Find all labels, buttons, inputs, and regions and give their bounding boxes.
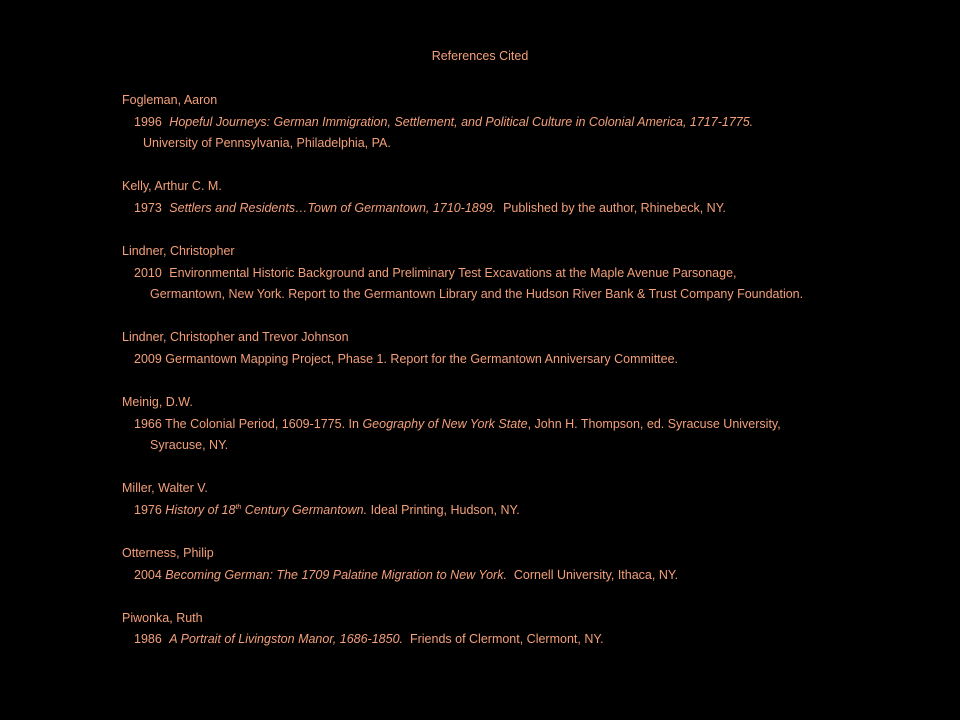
- reference-title-part: Century Germantown.: [244, 502, 368, 517]
- references-list: [122, 90, 912, 672]
- reference-entry: [122, 392, 912, 457]
- reference-text-continued: Syracuse, NY.: [150, 438, 229, 453]
- reference-year: 1996: [134, 114, 162, 129]
- reference-entry: [122, 327, 912, 370]
- reference-publisher: Friends of Clermont, Clermont, NY.: [409, 632, 604, 647]
- reference-text: Germantown Mapping Project, Phase 1. Report for the Germantown Anniversary Committee.: [165, 351, 679, 366]
- reference-citation: [122, 629, 912, 651]
- reference-entry: [122, 90, 912, 155]
- reference-title: Hopeful Journeys: German Immigration, Settlement, and Political Culture in Colonial America, 1717-1775.: [169, 114, 754, 129]
- reference-title: [165, 503, 367, 517]
- reference-year: 2004: [134, 567, 162, 582]
- reference-citation: [122, 500, 912, 522]
- reference-year: 1976: [134, 502, 162, 517]
- reference-title: Becoming German: The 1709 Palatine Migration to New York.: [165, 567, 507, 582]
- reference-author: Meinig, D.W.: [122, 394, 193, 409]
- reference-publisher: Published by the author, Rhinebeck, NY.: [503, 200, 726, 215]
- reference-entry: [122, 608, 912, 651]
- reference-title: Settlers and Residents…Town of Germantown, 1710-1899.: [169, 200, 497, 215]
- reference-entry: [122, 478, 912, 521]
- reference-citation: [122, 263, 912, 285]
- page-title: References Cited: [431, 49, 529, 63]
- reference-year: 2010: [134, 265, 162, 280]
- reference-citation: [122, 198, 912, 220]
- reference-publisher: Ideal Printing, Hudson, NY.: [370, 502, 520, 517]
- reference-year: 1986: [134, 632, 162, 647]
- reference-publisher: University of Pennsylvania, Philadelphia, PA.: [143, 136, 391, 151]
- reference-citation: [122, 414, 912, 436]
- reference-text-continued: Germantown, New York. Report to the Germantown Library and the Hudson River Bank & Trust Company Foundation.: [150, 287, 804, 302]
- reference-author: Fogleman, Aaron: [122, 93, 218, 107]
- reference-citation: [122, 565, 912, 587]
- reference-year: 1966: [134, 416, 162, 431]
- reference-entry: [122, 241, 912, 306]
- reference-entry: [122, 543, 912, 586]
- reference-entry: [122, 176, 912, 219]
- reference-author: Lindner, Christopher and Trevor Johnson: [122, 330, 349, 345]
- reference-text: The Colonial Period, 1609-1775. In: [165, 416, 359, 431]
- reference-title-superscript: th: [235, 503, 242, 511]
- reference-author: Otterness, Philip: [122, 545, 214, 560]
- reference-citation: [122, 112, 912, 134]
- reference-publisher: Cornell University, Ithaca, NY.: [513, 567, 679, 582]
- reference-author: Piwonka, Ruth: [122, 610, 203, 625]
- reference-author: Miller, Walter V.: [122, 481, 208, 496]
- reference-citation: [122, 349, 912, 371]
- reference-author: Lindner, Christopher: [122, 243, 235, 258]
- reference-title-part: History of 18: [165, 502, 236, 517]
- reference-text-after: , John H. Thompson, ed. Syracuse University,: [527, 416, 781, 431]
- reference-year: 2009: [134, 351, 162, 366]
- reference-year: 1973: [134, 200, 162, 215]
- reference-title: Geography of New York State: [362, 416, 528, 431]
- reference-text: Environmental Historic Background and Preliminary Test Excavations at the Maple Avenue Parsonage,: [169, 265, 737, 280]
- reference-author: Kelly, Arthur C. M.: [122, 179, 222, 194]
- reference-title: A Portrait of Livingston Manor, 1686-1850.: [169, 632, 404, 647]
